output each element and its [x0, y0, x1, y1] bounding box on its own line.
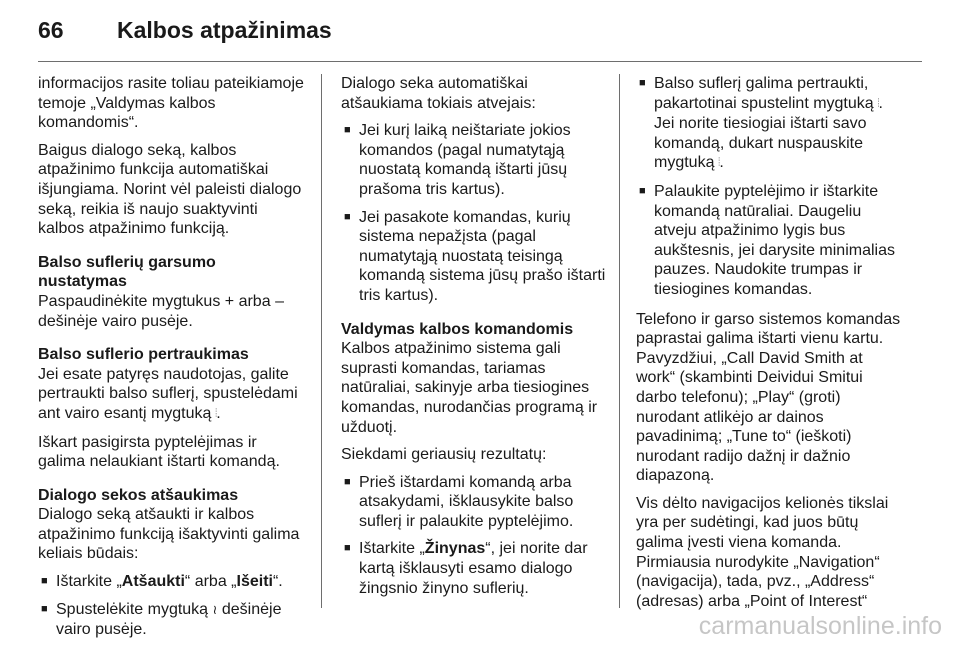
voice-icon: ≀ [213, 603, 218, 618]
section-heading: Balso suflerio pertraukimas [38, 345, 306, 365]
bullet-list [341, 473, 609, 599]
watermark: carmanualsonline.info [699, 612, 942, 641]
section-heading: Valdymas kalbos komandomis [341, 320, 609, 340]
column-left [38, 74, 306, 650]
list-item: ■ Spustelėkite mygtuką ≀ dešinėje vairo pusėje. [38, 600, 306, 640]
paragraph: Paspaudinėkite mygtukus + arba – dešinėje vairo pusėje. [38, 292, 306, 331]
paragraph: Telefono ir garso sistemos komandas paprastai galima ištarti vienu kartu. Pavyzdžiui, „Call David Smith at work“ (skambinti Deividui Smitui darbo telefonu); „Play“ (groti) nurodant atlikėjo ar dainos pavadinimą; „Tune to“ (ieškoti) nurodant radijo dažnį ir dažnio diapazoną. [636, 310, 904, 486]
page-title: Kalbos atpažinimas [117, 17, 332, 44]
paragraph: Baigus dialogo seką, kalbos atpažinimo funkcija automatiškai išjungiama. Norint vėl paleisti dialogo seką, reikia iš naujo suaktyvinti kalbos atpažinimo funkciją. [38, 141, 306, 239]
page-number: 66 [38, 17, 64, 44]
paragraph: Jei esate patyręs naudotojas, galite pertraukti balso suflerį, spustelėdami ant vairo esantį mygtuką 𝄄. [38, 365, 306, 425]
column-divider [619, 74, 620, 608]
paragraph: Iškart pasigirsta pyptelėjimas ir galima nelaukiant ištarti komandą. [38, 433, 306, 472]
paragraph: informacijos rasite toliau pateikiamoje temoje „Valdymas kalbos komandomis“. [38, 74, 306, 133]
list-item: ■ Palaukite pyptelėjimo ir ištarkite komandą natūraliai. Daugeliu atveju atpažinimo lygis bus aukštesnis, jei darysite minimalias pauzes. Naudokite trumpas ir tiesiogines komandas. [636, 182, 904, 300]
list-item: ■ Ištarkite „Atšaukti“ arba „Išeiti“. [38, 572, 306, 592]
list-item: ■ Balso suflerį galima pertraukti, pakartotinai spustelint mygtuką 𝄄. Jei norite tiesiogiai ištarti savo komandą, dukart nuspauskite mygtuką 𝄄. [636, 74, 904, 174]
paragraph: Dialogo seką atšaukti ir kalbos atpažinimo funkciją išaktyvinti galima keliais būdais: [38, 505, 306, 564]
section-heading: Balso suflerių garsumo nustatymas [38, 253, 306, 292]
header-rule [38, 61, 922, 62]
list-item: ■ Jei kurį laiką neištariate jokios komandos (pagal numatytąją nuostatą komandą ištarti jūsų prašoma tris kartus). [341, 121, 609, 199]
bullet-list [341, 121, 609, 305]
plus-icon: + [225, 293, 234, 310]
minus-icon: – [275, 293, 284, 310]
paragraph: Kalbos atpažinimo sistema gali suprasti komandas, tariamas natūraliai, sakinyje arba tiesiogines komandas, nurodančias programą ir užduotį. [341, 339, 609, 437]
page-header [0, 0, 960, 62]
bullet-list [38, 572, 306, 640]
list-item: ■ Jei pasakote komandas, kurių sistema nepažįsta (pagal numatytąją nuostatą teisingą komandą sistema jūsų prašo ištarti tris kartus). [341, 208, 609, 306]
list-item: ■ Prieš ištardami komandą arba atsakydami, išklausykite balso suflerį ir palaukite pyptelėjimo. [341, 473, 609, 532]
paragraph: Vis dėlto navigacijos kelionės tikslai yra per sudėtingi, kad juos būtų galima įvesti viena komanda. Pirmiausia nurodykite „Navigation“ (navigacija), tada, pvz., „Address“ (adresas) arba „Point of Interest“ [636, 494, 904, 612]
section-heading: Dialogo sekos atšaukimas [38, 486, 306, 506]
column-divider [321, 74, 322, 608]
column-middle [341, 74, 609, 608]
list-item: ■ Ištarkite „Žinynas“, jei norite dar kartą išklausyti esamo dialogo žingsnio žinyno suflerių. [341, 539, 609, 598]
paragraph: Dialogo seka automatiškai atšaukiama tokiais atvejais: [341, 74, 609, 113]
column-right [636, 74, 904, 619]
paragraph: Siekdami geriausių rezultatų: [341, 445, 609, 465]
bullet-list [636, 74, 904, 300]
